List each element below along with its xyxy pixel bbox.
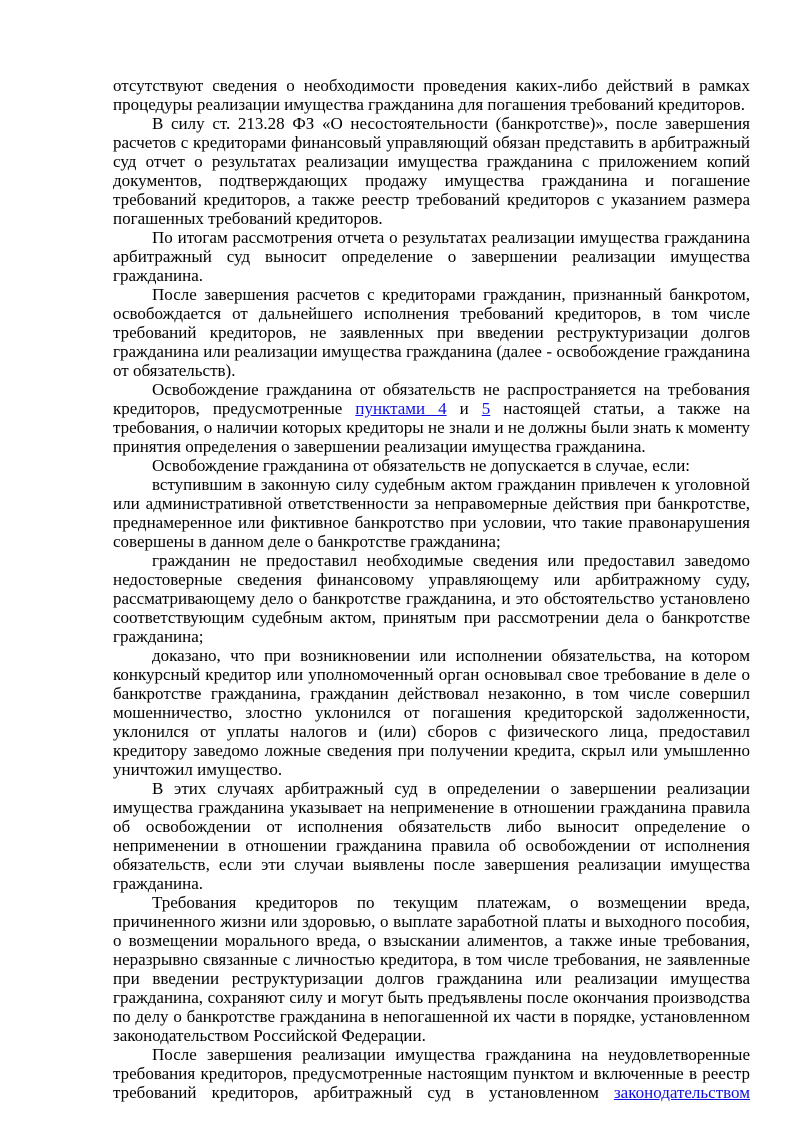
document-text-body	[113, 76, 750, 1102]
paragraph-6-text: Освобождение гражданина от обязательств не допускается в случае, если:	[152, 456, 691, 475]
paragraph-5-text-2: и	[446, 399, 482, 418]
paragraph-4-text: После завершения расчетов с кредиторами гражданин, признанный банкротом, освобождается от дальнейшего исполнения требований кредиторов, в том числе требований кредиторов, не заявленных при введении реструктуризации долгов гражданина или реализации имущества гражданина (далее - освобождение гражданина от обязательств).	[113, 285, 750, 380]
paragraph-2-text: В силу ст. 213.28 ФЗ «О несостоятельности (банкротстве)», после завершения расчетов с кредиторами финансовый управляющий обязан представить в арбитражный суд отчет о результатах реализации имущества гражданина с приложением копий документов, подтверждающих продажу имущества гражданина и погашение требований кредиторов, а также реестр требований кредиторов с указанием размера погашенных требований кредиторов.	[113, 114, 750, 228]
link-punktami-4[interactable]: пунктами 4	[355, 399, 447, 418]
paragraph-11-text: Требования кредиторов по текущим платежам, о возмещении вреда, причиненного жизни или здоровью, о выплате заработной платы и выходного пособия, о возмещении морального вреда, о взыскании алиментов, а также иные требования, неразрывно связанные с личностью кредитора, в том числе требования, не заявленные при введении реструктуризации долгов гражданина или реализации имущества гражданина, сохраняют силу и могут быть предъявлены после окончания производства по делу о банкротстве гражданина в непогашенной их части в порядке, установленном законодательством Российской Федерации.	[113, 893, 750, 1045]
paragraph-8	[113, 551, 750, 646]
paragraph-9-text: доказано, что при возникновении или исполнении обязательства, на котором конкурсный кредитор или уполномоченный орган основывал свое требование в деле о банкротстве гражданина, гражданин действовал незаконно, в том числе совершил мошенничество, злостно уклонился от погашения кредиторской задолженности, уклонился от уплаты налогов и (или) сборов с физического лица, предоставил кредитору заведомо ложные сведения при получении кредита, скрыл или умышленно уничтожил имущество.	[113, 646, 750, 779]
paragraph-1	[113, 76, 750, 114]
paragraph-6	[113, 456, 750, 475]
paragraph-12	[113, 1045, 750, 1102]
paragraph-7	[113, 475, 750, 551]
paragraph-5	[113, 380, 750, 456]
link-zakonodatelstvom[interactable]: законодательством	[613, 1083, 750, 1102]
paragraph-10	[113, 779, 750, 893]
link-punkt-5[interactable]: 5	[481, 399, 491, 418]
paragraph-9	[113, 646, 750, 779]
paragraph-1-text: отсутствуют сведения о необходимости проведения каких-либо действий в рамках процедуры реализации имущества гражданина для погашения требований кредиторов.	[113, 76, 750, 114]
paragraph-8-text: гражданин не предоставил необходимые сведения или предоставил заведомо недостоверные сведения финансовому управляющему или арбитражному суду, рассматривающему дело о банкротстве гражданина, и это обстоятельство установлено соответствующим судебным актом, принятым при рассмотрении дела о банкротстве гражданина;	[113, 551, 750, 646]
paragraph-4	[113, 285, 750, 380]
paragraph-5-text-3: настоящей статьи, а также на требования, о наличии которых кредиторы не знали и не должны были знать к моменту принятия определения о завершении реализации имущества гражданина.	[113, 399, 750, 456]
paragraph-12-text: После завершения реализации имущества гражданина на неудовлетворенные требования кредиторов, предусмотренные настоящим пунктом и включенные в реестр требований кредиторов, арбитражный суд в установленном	[113, 1045, 750, 1102]
paragraph-7-text: вступившим в законную силу судебным актом гражданин привлечен к уголовной или административной ответственности за неправомерные действия при банкротстве, преднамеренное или фиктивное банкротство при условии, что такие правонарушения совершены в данном деле о банкротстве гражданина;	[113, 475, 750, 551]
paragraph-5-text-1: Освобождение гражданина от обязательств не распространяется на требования кредиторов, предусмотренные	[113, 380, 750, 418]
paragraph-10-text: В этих случаях арбитражный суд в определении о завершении реализации имущества гражданина указывает на неприменение в отношении гражданина правила об освобождении от исполнения обязательств либо выносит определение о неприменении в отношении гражданина правила об освобождении от исполнения обязательств, если эти случаи выявлены после завершения реализации имущества гражданина.	[113, 779, 750, 893]
paragraph-3	[113, 228, 750, 285]
paragraph-2	[113, 114, 750, 228]
paragraph-3-text: По итогам рассмотрения отчета о результатах реализации имущества гражданина арбитражный суд выносит определение о завершении реализации имущества гражданина.	[113, 228, 750, 285]
paragraph-11	[113, 893, 750, 1045]
